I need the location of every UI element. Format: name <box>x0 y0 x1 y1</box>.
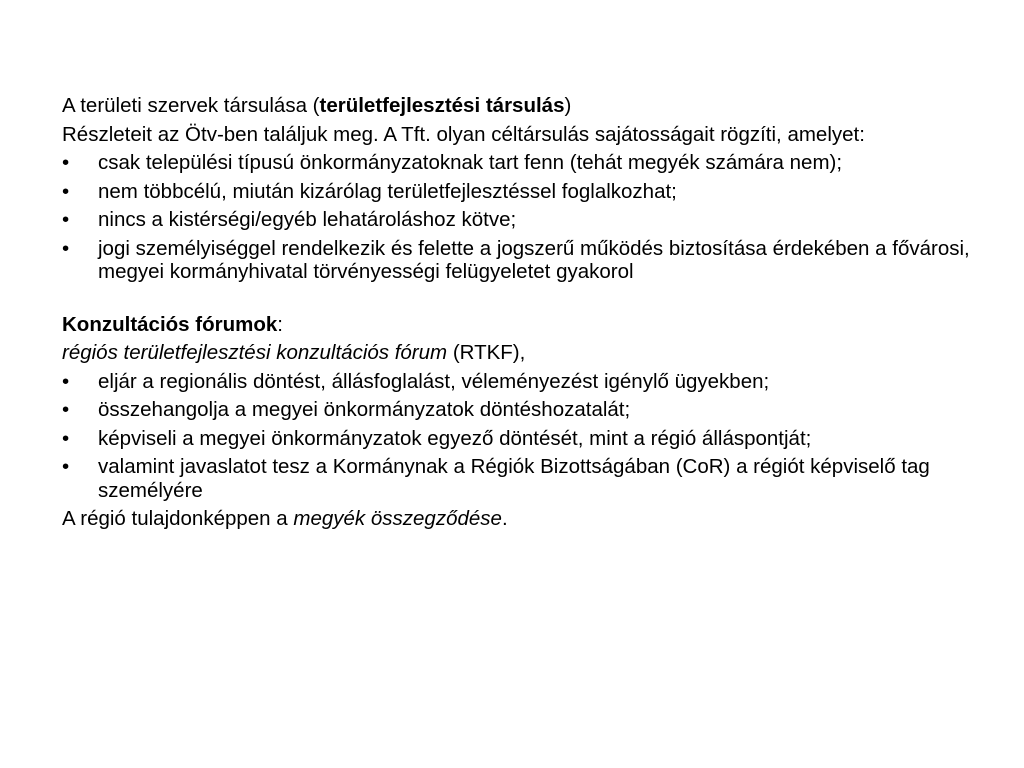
forum-intro-line <box>62 341 984 365</box>
list-item-text: csak települési típusú önkormányzatoknak tart fenn (tehát megyék számára nem); <box>98 151 843 174</box>
bullet-icon: • <box>62 236 70 260</box>
list-item-text: eljár a regionális döntést, állásfoglalást, véleményezést igénylő ügyekben; <box>98 369 770 393</box>
bullet-icon: • <box>62 208 70 231</box>
closing-italic: megyék összegződése <box>293 507 502 530</box>
intro-line-1-bold: területfejlesztési társulás <box>319 94 565 117</box>
list-item <box>62 427 984 451</box>
bullet-icon: • <box>62 426 70 450</box>
closing-pre: A régió tulajdonképpen a <box>62 507 294 530</box>
list-item <box>62 208 984 232</box>
section-heading <box>62 313 984 337</box>
intro-line-1-pre: A területi szervek társulása ( <box>62 94 320 117</box>
section-heading-bold: Konzultációs fórumok <box>62 312 278 336</box>
list-item-text: valamint javaslatot tesz a Kormánynak a Régiók Bizottságában (CoR) a régiót képviselő tag személyére <box>98 455 930 502</box>
list-item-text: összehangolja a megyei önkormányzatok döntéshozatalát; <box>98 398 631 421</box>
bullet-icon: • <box>62 179 70 203</box>
list-item <box>62 237 984 284</box>
forum-intro-post: (RTKF), <box>447 341 526 364</box>
intro-line-1-post: ) <box>564 94 572 117</box>
closing-post: . <box>501 507 508 530</box>
list-item <box>62 151 984 175</box>
bullet-icon: • <box>62 369 70 393</box>
section-heading-post: : <box>277 312 283 336</box>
list-item-text: nincs a kistérségi/egyéb lehatároláshoz kötve; <box>98 208 517 231</box>
list-item <box>62 180 984 204</box>
list-item-text: nem többcélú, miután kizárólag területfejlesztéssel foglalkozhat; <box>98 179 677 203</box>
list-item <box>62 398 984 422</box>
forum-intro-italic: régiós területfejlesztési konzultációs fórum <box>62 341 448 364</box>
bullet-icon: • <box>62 398 70 421</box>
intro-line-1 <box>62 94 984 118</box>
list-item-text: jogi személyiséggel rendelkezik és felette a jogszerű működés biztosítása érdekében a fővárosi, megyei kormányhivatal törvényességi felügyeletet gyakorol <box>98 236 970 283</box>
list-item <box>62 455 984 502</box>
bullet-icon: • <box>62 455 70 478</box>
closing-line <box>62 507 984 531</box>
list-item <box>62 370 984 394</box>
bullet-icon: • <box>62 151 70 174</box>
list-item-text: képviseli a megyei önkormányzatok egyező döntését, mint a régió álláspontját; <box>98 426 812 450</box>
intro-line-2: Részleteit az Ötv-ben találjuk meg. A Tft. olyan céltársulás sajátosságait rögzíti, amelyet: <box>62 122 865 146</box>
section-spacer <box>62 289 984 313</box>
